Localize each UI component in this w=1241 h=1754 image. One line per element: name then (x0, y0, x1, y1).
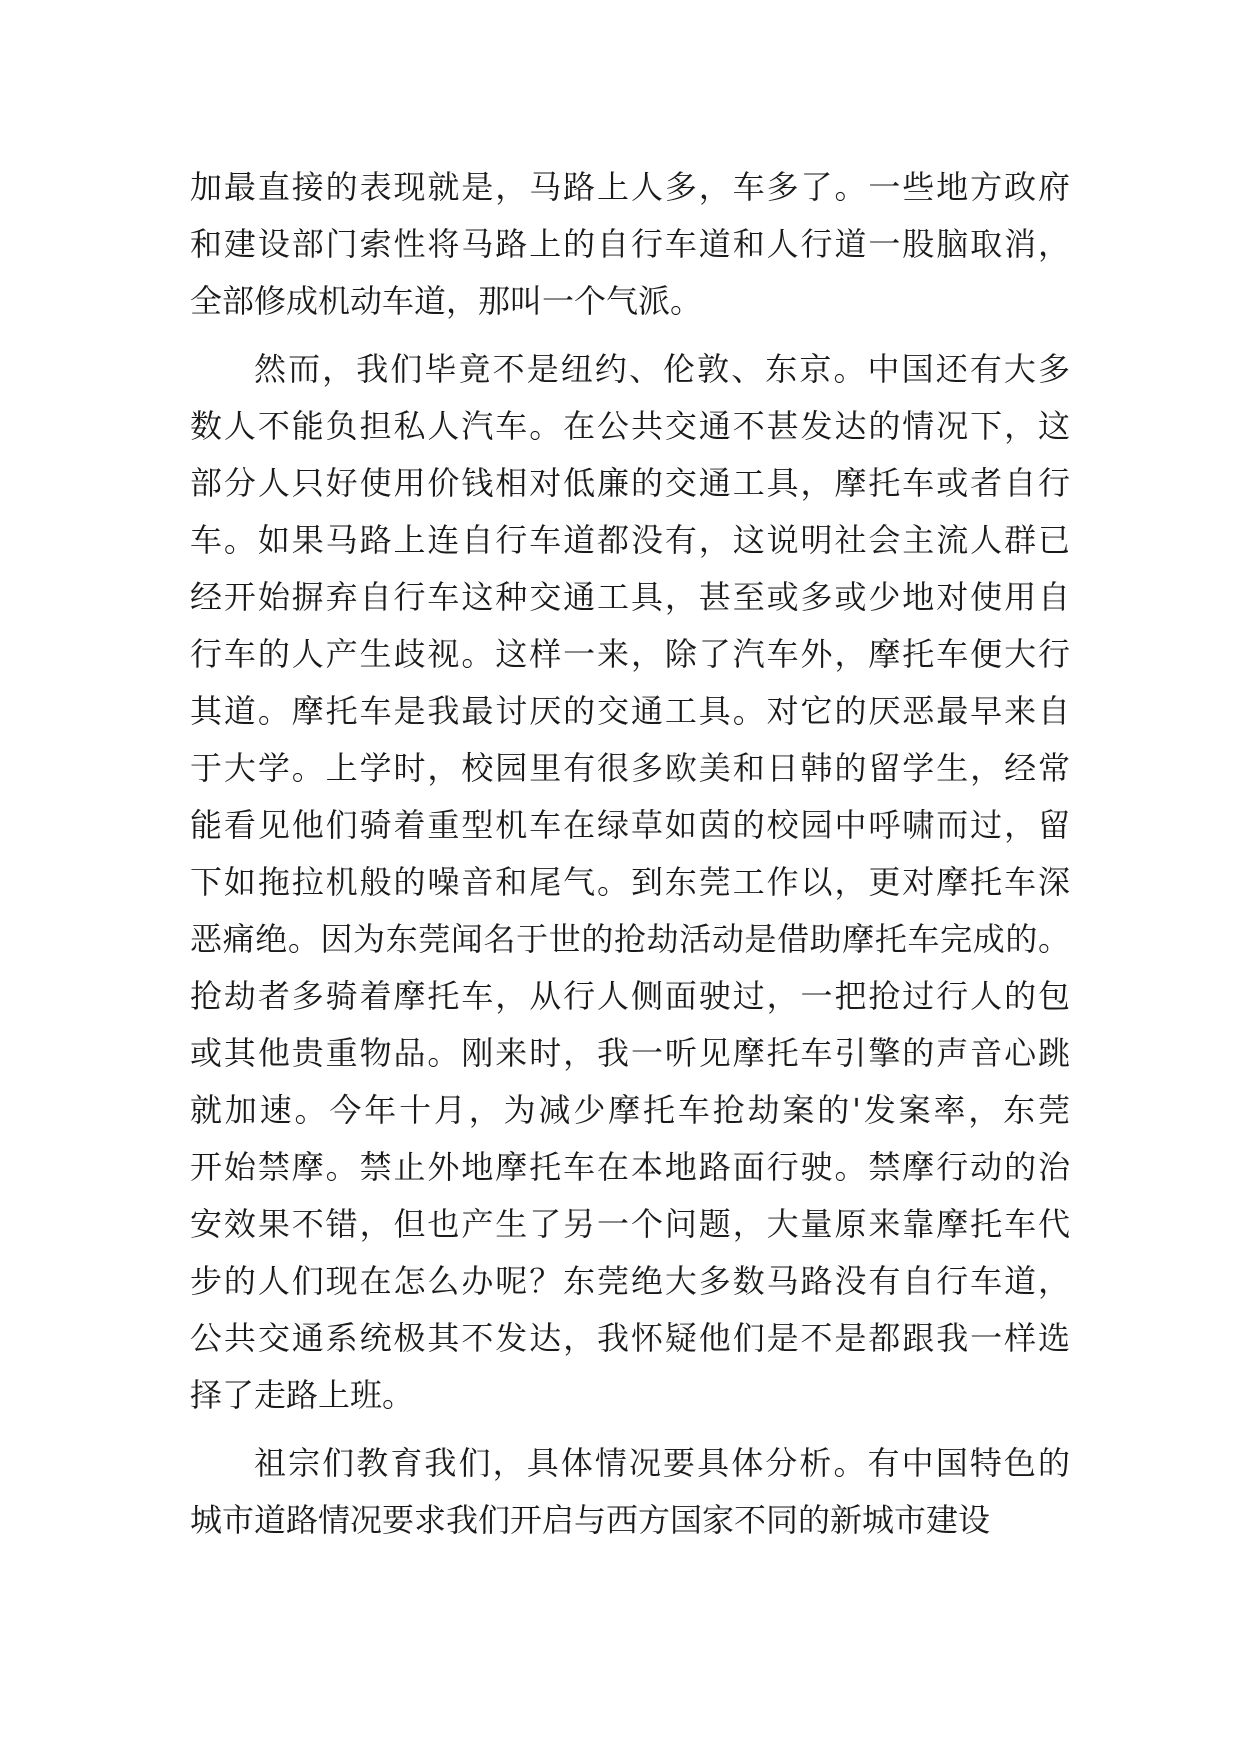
text-line: 城市道路情况要求我们开启与西方国家不同的新城市建设 (190, 1501, 991, 1539)
text-line: 步的人们现在怎么办呢？东莞绝大多数马路没有自行车道， (190, 1262, 1070, 1300)
paragraph-gap (190, 330, 1070, 341)
paragraph-gap (190, 1424, 1070, 1435)
text-line: 全部修成机动车道，那叫一个气派。 (190, 282, 703, 320)
document-body (190, 159, 1070, 1549)
text-line: 部分人只好使用价钱相对低廉的交通工具，摩托车或者自行 (190, 464, 1070, 502)
text-line: 数人不能负担私人汽车。在公共交通不甚发达的情况下，这 (190, 407, 1070, 445)
text-line: 开始禁摩。禁止外地摩托车在本地路面行驶。禁摩行动的治 (190, 1148, 1070, 1186)
text-line: 加最直接的表现就是，马路上人多，车多了。一些地方政府 (190, 168, 1070, 206)
text-line: 公共交通系统极其不发达，我怀疑他们是不是都跟我一样选 (190, 1319, 1070, 1357)
text-line: 和建设部门索性将马路上的自行车道和人行道一股脑取消， (190, 225, 1070, 263)
text-line: 或其他贵重物品。刚来时，我一听见摩托车引擎的声音心跳 (190, 1034, 1070, 1072)
text-line: 抢劫者多骑着摩托车，从行人侧面驶过，一把抢过行人的包 (190, 977, 1070, 1015)
paragraph (190, 1435, 1070, 1549)
text-line: 其道。摩托车是我最讨厌的交通工具。对它的厌恶最早来自 (190, 692, 1070, 730)
paragraph (190, 159, 1070, 330)
text-line: 祖宗们教育我们，具体情况要具体分析。有中国特色的 (254, 1444, 1070, 1482)
text-line: 能看见他们骑着重型机车在绿草如茵的校园中呼啸而过，留 (190, 806, 1070, 844)
text-line: 择了走路上班。 (190, 1376, 415, 1414)
text-line: 下如拖拉机般的噪音和尾气。到东莞工作以，更对摩托车深 (190, 863, 1070, 901)
text-line: 经开始摒弃自行车这种交通工具，甚至或多或少地对使用自 (190, 578, 1070, 616)
text-line: 恶痛绝。因为东莞闻名于世的抢劫活动是借助摩托车完成的。 (190, 920, 1070, 958)
text-line: 车。如果马路上连自行车道都没有，这说明社会主流人群已 (190, 521, 1070, 559)
text-line: 然而，我们毕竟不是纽约、伦敦、东京。中国还有大多 (254, 350, 1070, 388)
text-line: 于大学。上学时，校园里有很多欧美和日韩的留学生，经常 (190, 749, 1070, 787)
paragraph (190, 341, 1070, 1424)
text-line: 安效果不错，但也产生了另一个问题，大量原来靠摩托车代 (190, 1205, 1070, 1243)
text-line: 就加速。今年十月，为减少摩托车抢劫案的'发案率，东莞 (190, 1091, 1070, 1129)
text-line: 行车的人产生歧视。这样一来，除了汽车外，摩托车便大行 (190, 635, 1070, 673)
